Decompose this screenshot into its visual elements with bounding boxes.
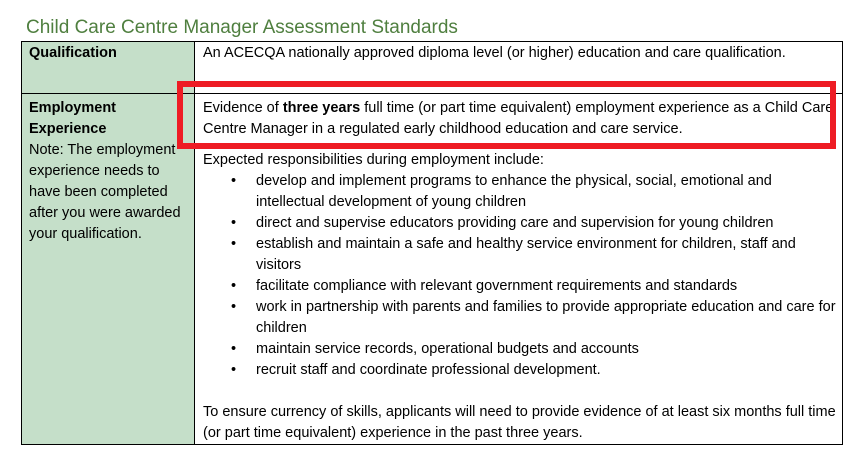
list-item: • direct and supervise educators providing care and supervision for young children [256,213,838,234]
evidence-bold-duration: three years [282,100,361,116]
row-content-cell [195,42,843,94]
responsibilities-list [203,171,838,381]
row-label-cell [22,42,195,94]
standards-table [21,41,843,445]
evidence-text-end: full time (or part time equivalent) employment experience as a Child Care Centre Manager in a regulated early childhood education and care service. [203,100,834,137]
responsibilities-intro: Expected responsibilities during employment include: [203,152,544,168]
list-item: • facilitate compliance with relevant government requirements and standards [256,276,838,297]
table-row-qualification [22,42,843,94]
row-label-employment: Employment [29,100,117,116]
spacer [203,381,838,402]
row-label-cell [22,94,195,445]
spacer [203,140,838,150]
evidence-text-start: Evidence of [203,100,283,116]
row-label-experience: Experience [29,121,107,137]
evidence-paragraph [203,98,838,140]
list-item: • work in partnership with parents and families to provide appropriate education and care for children [256,297,838,339]
list-item: • maintain service records, operational budgets and accounts [256,339,838,360]
currency-paragraph: To ensure currency of skills, applicants will need to provide evidence of at least six months full time (or part time equivalent) experience in the past three years. [203,404,836,441]
experience-note: Note: The employment experience needs to have been completed after you were awarded your qualification. [29,142,181,242]
row-label-qualification: Qualification [29,45,117,61]
qualification-text: An ACECQA nationally approved diploma level (or higher) education and care qualification. [203,45,786,61]
page-title: Child Care Centre Manager Assessment Standards [26,17,458,38]
list-item: • establish and maintain a safe and healthy service environment for children, staff and visitors [256,234,838,276]
list-item: • recruit staff and coordinate professional development. [256,360,838,381]
table-row-employment-experience [22,94,843,445]
list-item: • develop and implement programs to enhance the physical, social, emotional and intellectual development of young children [256,171,838,213]
row-content-cell [195,94,843,445]
